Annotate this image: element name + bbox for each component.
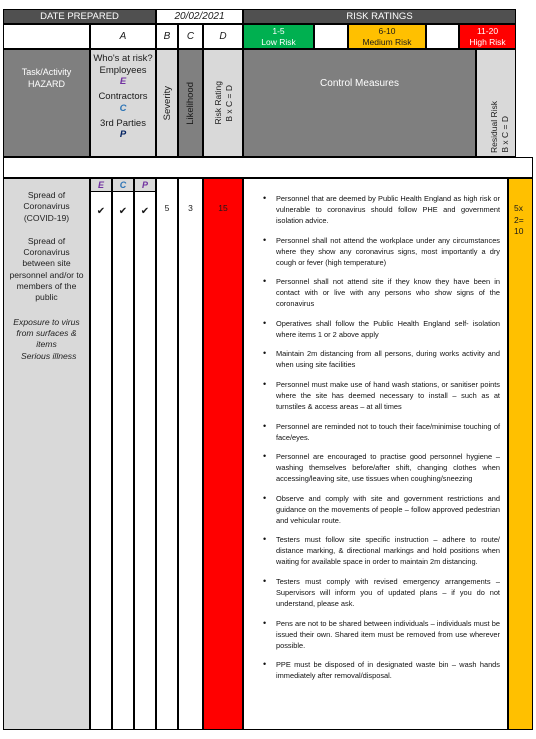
residual-line-3: 10 <box>514 226 524 236</box>
employees-label: Employees <box>99 64 147 76</box>
control-measure-item: • Operatives shall follow the Public Health England self- isolation where items 1 or 2 above apply <box>276 318 500 340</box>
residual-line-2: 2= <box>514 214 524 225</box>
likelihood-value[interactable]: 3 <box>188 203 193 213</box>
risk-rating-value[interactable]: 15 <box>218 203 228 213</box>
residual-line-1: 5x <box>514 203 523 213</box>
who-col-e <box>90 178 112 730</box>
risk-rating-label: Risk Rating <box>212 81 223 125</box>
control-measure-item: • Pens are not to be shared between individuals – individuals must be issued their own. Shared item must be removed from use wherever possible. <box>276 618 500 651</box>
control-measure-item: • PPE must be disposed of in designated waste bin – wash hands immediately after removal/disposal. <box>276 659 500 681</box>
severity-heading-label: Severity <box>161 85 173 121</box>
control-measures-heading: Control Measures <box>243 49 476 157</box>
rating-low <box>243 24 314 49</box>
risk-ratings-label: RISK RATINGS <box>243 9 516 24</box>
contractors-letter: C <box>119 102 127 114</box>
control-measure-item: • Maintain 2m distancing from all persons, during works activity and when using site facilities <box>276 348 500 370</box>
whos-at-risk-heading <box>90 49 156 157</box>
tick-third-parties[interactable]: ✔ <box>140 205 150 217</box>
rating-medium-label: Medium Risk <box>362 36 412 47</box>
tick-employees[interactable]: ✔ <box>96 205 106 217</box>
hazard-title: Spread of Coronavirus (COVID-19) <box>23 190 70 223</box>
rating-medium-range: 6-10 <box>378 25 396 36</box>
rating-low-range: 1-5 <box>272 25 285 36</box>
third-parties-letter: P <box>119 129 127 141</box>
date-value[interactable]: 20/02/2021 <box>156 9 243 24</box>
rating-high <box>459 24 516 49</box>
col-letter-d: D <box>203 24 243 49</box>
letters-row-blank <box>3 24 90 49</box>
spacer-row <box>3 157 533 178</box>
hazard-illness: Serious illness <box>21 350 77 361</box>
rating-medium <box>348 24 426 49</box>
control-measure-item: • Personnel are reminded not to touch their face/minimise touching of face/eyes. <box>276 421 500 443</box>
rating-spacer-2 <box>426 24 459 49</box>
whos-at-risk-label: Who's at risk? <box>93 53 153 64</box>
who-letter-e: E <box>90 178 112 192</box>
control-measure-item: • Testers must follow site specific instruction – adhere to route/ distance marking, & directional markings and hold positions when waiting for available space in order to maintain 2m distancing. <box>276 534 500 567</box>
residual-risk-label: Residual Risk <box>489 101 499 153</box>
hazard-exposure: Exposure to virus from surfaces & items <box>13 316 80 350</box>
residual-risk-heading <box>476 49 516 157</box>
control-measure-item: • Personnel must make use of hand wash stations, or sanitiser points where the site has deemed necessary to install – such as at turnstiles & access areas – at all times <box>276 379 500 412</box>
col-letter-b: B <box>156 24 178 49</box>
severity-value[interactable]: 5 <box>164 203 170 213</box>
date-prepared-label: DATE PREPARED <box>3 9 156 24</box>
hazard-cell <box>3 178 90 730</box>
rating-high-label: High Risk <box>469 36 506 47</box>
risk-rating-cell <box>203 178 243 730</box>
tick-contractors[interactable]: ✔ <box>118 205 128 217</box>
col-letter-c: C <box>178 24 203 49</box>
third-parties-label: 3rd Parties <box>100 117 146 129</box>
likelihood-cell <box>178 178 203 730</box>
hazard-detail: Spread of Coronavirus between site personnel and/or to members of the public <box>9 235 84 303</box>
rating-spacer-1 <box>314 24 348 49</box>
control-measure-item: • Personnel are encouraged to practise good personnel hygiene – washing themselves before/after shift, changing clothes when accessing/leaving site, use tissues when coughing/sneezing <box>276 451 500 484</box>
risk-rating-heading <box>203 49 243 157</box>
employees-letter: E <box>119 76 127 88</box>
severity-heading <box>156 49 178 157</box>
control-measure-item: • Testers must comply with revised emergency arrangements – Supervisors will inform you of updated plans – if you do not understand, please ask. <box>276 576 500 609</box>
contractors-label: Contractors <box>98 91 148 103</box>
who-col-p <box>134 178 156 730</box>
control-measure-item: • Personnel that are deemed by Public Health England as high risk or vulnerable to coronavirus should follow PHE and government isolation advice. <box>276 193 500 226</box>
task-hazard-heading: Task/Activity HAZARD <box>3 49 90 157</box>
control-measure-item: • Personnel shall not attend site if they know they have been in contact with or live with any persons who show signs of the coronavirus <box>276 276 500 309</box>
risk-rating-formula: B x C = D <box>223 84 234 122</box>
who-col-c <box>112 178 134 730</box>
likelihood-heading-label: Likelihood <box>185 81 196 125</box>
severity-cell <box>156 178 178 730</box>
control-measure-item: • Personnel shall not attend the workplace under any circumstances where they show any coronavirus signs, most importantly a dry cough or fever (high temperature) <box>276 235 500 268</box>
control-measures-cell <box>243 178 508 730</box>
control-measures-list <box>258 193 500 681</box>
who-letter-p: P <box>134 178 156 192</box>
residual-risk-formula: B x C = D <box>500 116 510 153</box>
control-measure-item: • Observe and comply with site and government restrictions and guidance on the movements of people – follow approved pedestrian and vehicular route. <box>276 493 500 526</box>
residual-risk-cell <box>508 178 533 730</box>
rating-high-range: 11-20 <box>476 25 499 36</box>
likelihood-heading <box>178 49 203 157</box>
who-letter-c: C <box>112 178 134 192</box>
col-letter-a: A <box>90 24 156 49</box>
rating-low-label: Low Risk <box>261 36 296 47</box>
